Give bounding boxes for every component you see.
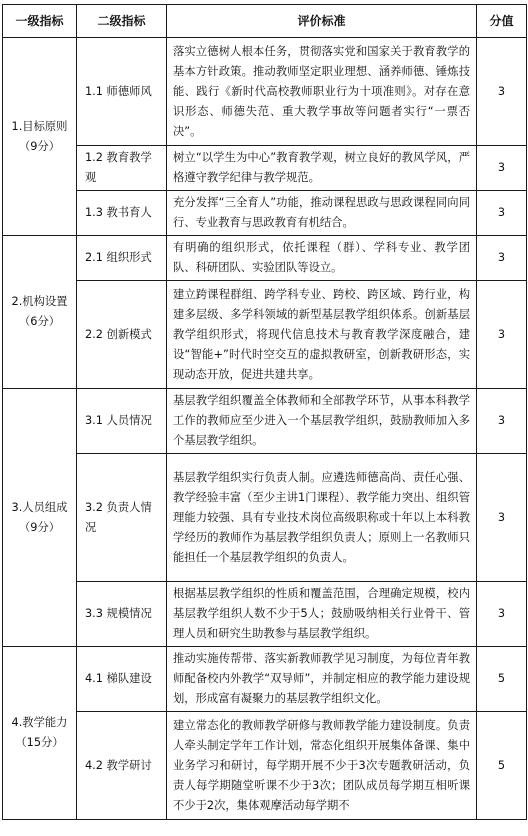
- table-row: [3, 281, 527, 389]
- criteria-cell: 推动实施传帮带、落实新教师教学见习制度，为每位青年教师配备校内外教学“双导师”，并制定相应的教学能力建设规划，形成富有凝聚力的基层教学组织文化。: [167, 647, 477, 712]
- criteria-cell: 基层教学组织实行负责人制。应遴选师德高尚、责任心强、教学经验丰富（至少主讲1门课程）、教学能力突出、组织管理能力较强、具有专业技术岗位高级职称或十年以上本科教学经历的教师作为基层教学组织负责人；原则上一名教师只能担任一个基层教学组织的负责人。: [167, 454, 477, 582]
- second-level-cell: 4.2 教学研讨: [77, 712, 167, 820]
- table-row: [3, 38, 527, 146]
- second-level-cell: 3.2 负责人情况: [77, 454, 167, 582]
- criteria-cell: 建立跨课程群组、跨学科专业、跨校、跨区域、跨行业，构建多层级、多学科领域的新型基层教学组织体系。创新基层教学组织形式，将现代信息技术与教育教学深度融合，建设“智能+”时代时空交互的虚拟教研室，创新教研形态，实现动态开放，促进共建共享。: [167, 281, 477, 389]
- header-second-level: 二级指标: [77, 5, 167, 38]
- score-cell: 3: [477, 236, 527, 281]
- table-row: [3, 146, 527, 191]
- second-level-cell: 2.1 组织形式: [77, 236, 167, 281]
- evaluation-table: [2, 4, 527, 820]
- criteria-cell: 充分发挥“三全育人”功能，推动课程思政与思政课程同向同行、专业教育与思政教育有机结合。: [167, 191, 477, 236]
- table-row: [3, 582, 527, 647]
- header-row: [3, 5, 527, 38]
- second-level-cell: 1.3 教书育人: [77, 191, 167, 236]
- criteria-cell: 基层教学组织覆盖全体教师和全部教学环节，从事本科教学工作的教师应至少进入一个基层教学组织，鼓励教师加入多个基层教学组织。: [167, 389, 477, 454]
- score-cell: 3: [477, 38, 527, 146]
- table-row: [3, 389, 527, 454]
- criteria-cell: 建立常态化的教师教学研修与教师教学能力建设制度。负责人牵头制定学年工作计划，常态化组织开展集体备课、集中业务学习和研讨，每学期开展不少于3次专题教研活动，负责人每学期随堂听课不少于3次；团队成员每学期互相听课不少于2次，集体观摩活动每学期不: [167, 712, 477, 820]
- criteria-cell: 根据基层教学组织的性质和覆盖范围，合理确定规模，校内基层教学组织人数不少于5人；鼓励吸纳相关行业骨干、管理人员和研究生助教参与基层教学组织。: [167, 582, 477, 647]
- first-level-cell: 3.人员组成（9分）: [3, 389, 77, 647]
- first-level-cell: 4.教学能力（15分）: [3, 647, 77, 820]
- score-cell: 5: [477, 647, 527, 712]
- score-cell: 3: [477, 281, 527, 389]
- criteria-cell: 树立“以学生为中心”教育教学观，树立良好的教风学风，严格遵守教学纪律与教学规范。: [167, 146, 477, 191]
- table-row: [3, 236, 527, 281]
- header-score: 分值: [477, 5, 527, 38]
- table-row: [3, 647, 527, 712]
- score-cell: 3: [477, 454, 527, 582]
- score-cell: 3: [477, 146, 527, 191]
- header-first-level: 一级指标: [3, 5, 77, 38]
- score-cell: 5: [477, 712, 527, 820]
- criteria-cell: 落实立德树人根本任务，贯彻落实党和国家关于教育教学的基本方针政策。推动教师坚定职业理想、涵养师德、锤炼技能、践行《新时代高校教师职业行为十项准则》。对存在意识形态、师德失范、重大教学事故等问题者实行“一票否决”。: [167, 38, 477, 146]
- score-cell: 3: [477, 389, 527, 454]
- second-level-cell: 1.1 师德师风: [77, 38, 167, 146]
- first-level-cell: 2.机构设置（6分）: [3, 236, 77, 389]
- table-row: [3, 712, 527, 820]
- second-level-cell: 3.1 人员情况: [77, 389, 167, 454]
- second-level-cell: 3.3 规模情况: [77, 582, 167, 647]
- criteria-cell: 有明确的组织形式，依托课程（群）、学科专业、教学团队、科研团队、实验团队等设立。: [167, 236, 477, 281]
- score-cell: 3: [477, 582, 527, 647]
- score-cell: 3: [477, 191, 527, 236]
- second-level-cell: 1.2 教育教学观: [77, 146, 167, 191]
- header-criteria: 评价标准: [167, 5, 477, 38]
- first-level-cell: 1.目标原则（9分）: [3, 38, 77, 236]
- second-level-cell: 2.2 创新模式: [77, 281, 167, 389]
- table-row: [3, 191, 527, 236]
- second-level-cell: 4.1 梯队建设: [77, 647, 167, 712]
- table-row: [3, 454, 527, 582]
